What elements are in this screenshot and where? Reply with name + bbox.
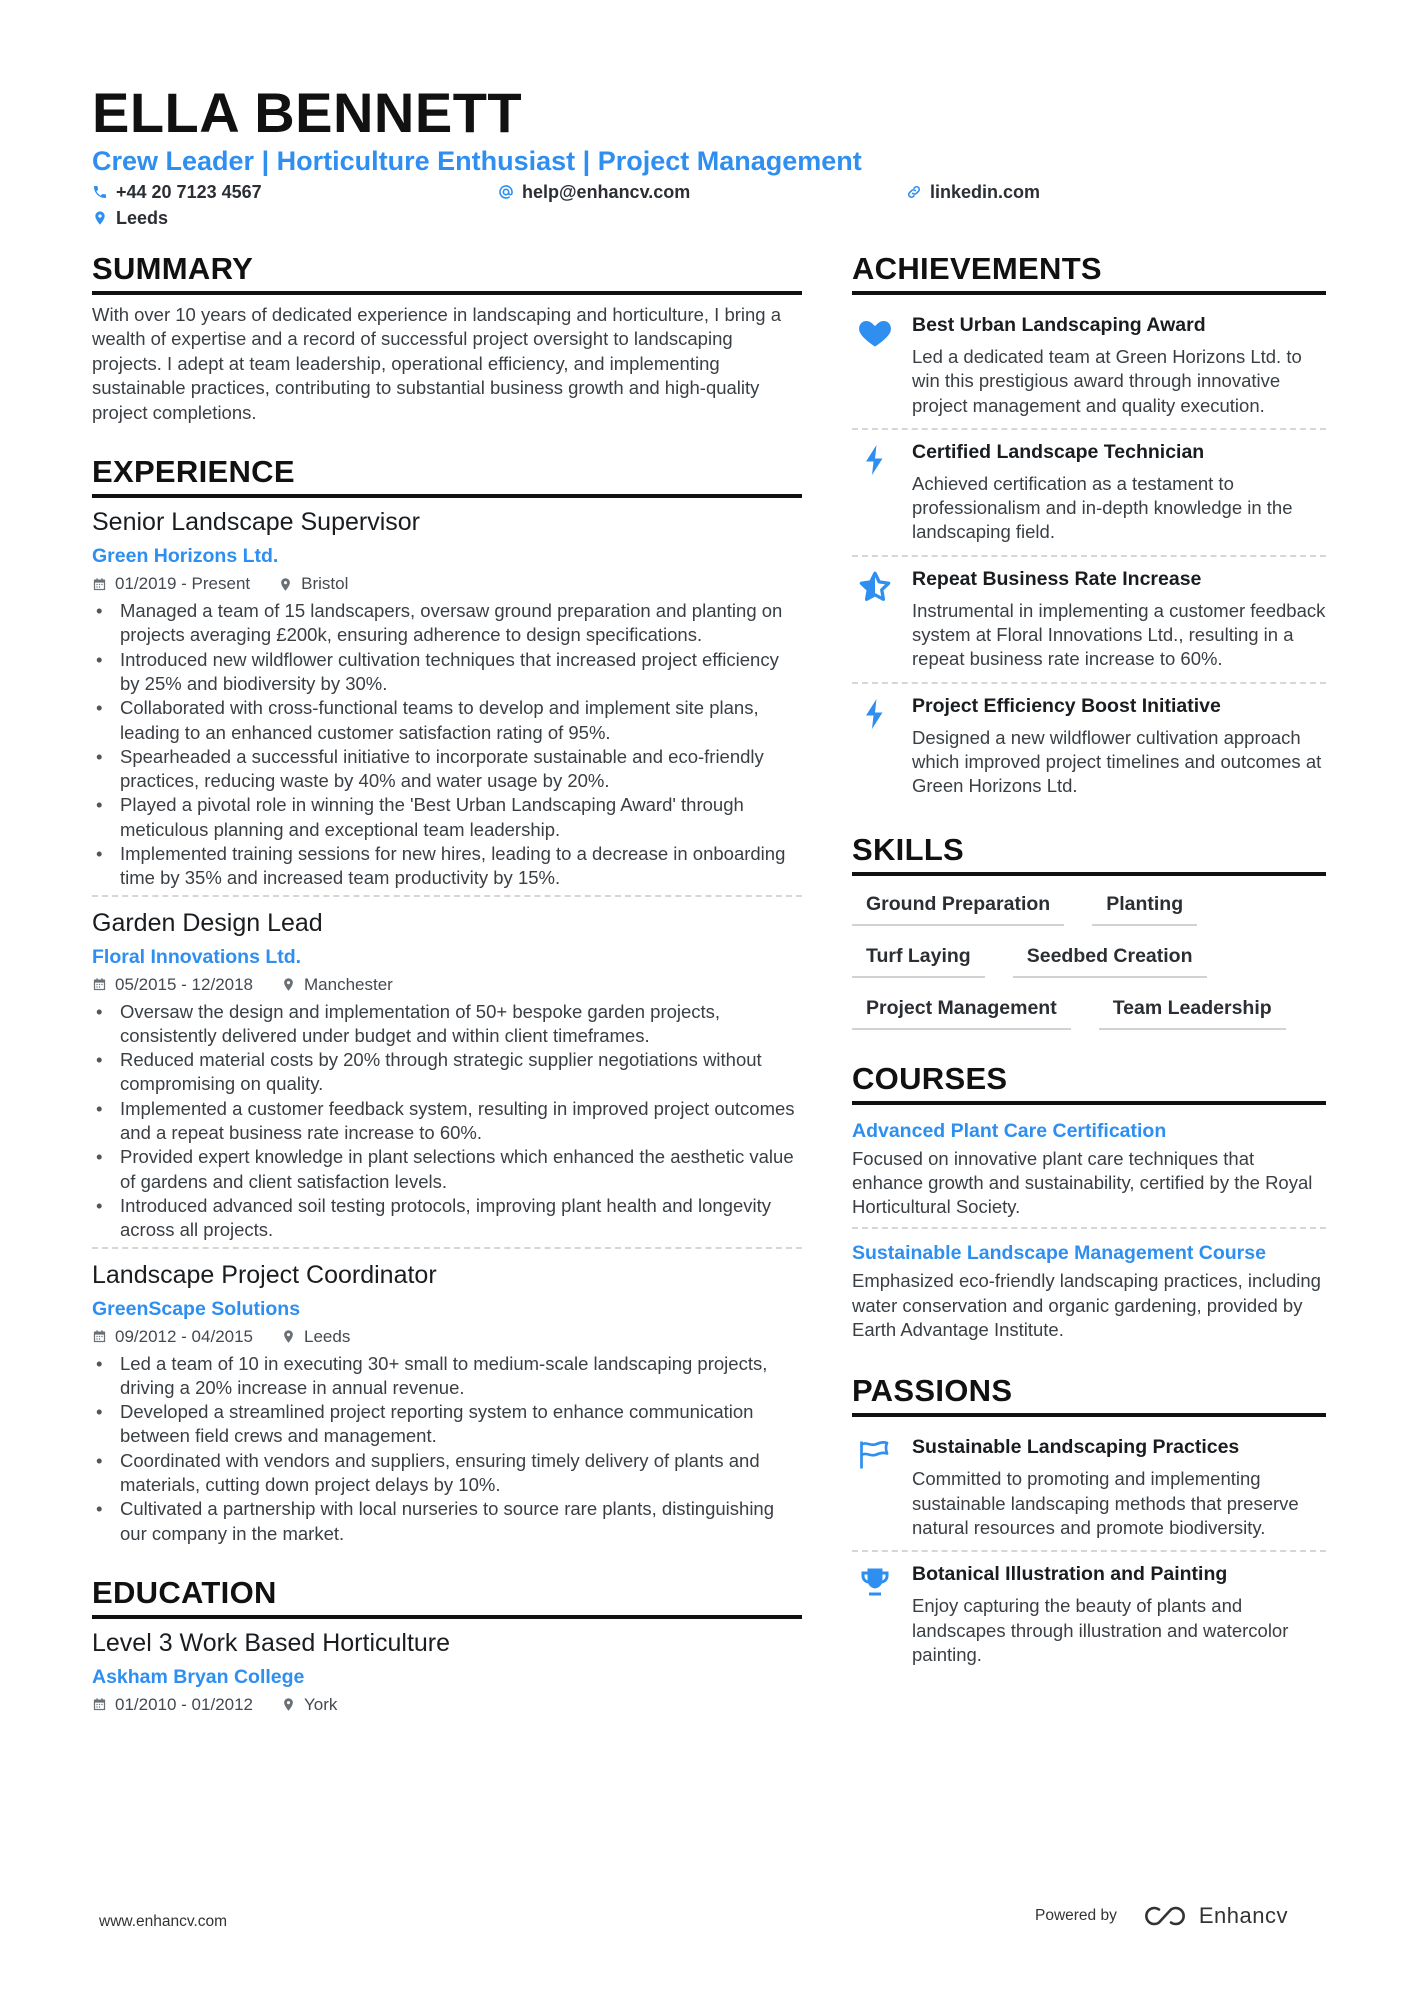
achievement-item (852, 682, 1326, 809)
skill-tag: Planting (1092, 890, 1197, 926)
candidate-tagline: Crew Leader | Horticulture Enthusiast | Project Management (92, 146, 862, 176)
job-dates: 09/2012 - 04/2015 (115, 1326, 254, 1346)
achievement-title: Best Urban Landscaping Award (912, 314, 1206, 336)
bullet-item: • Spearheaded a successful initiative to incorporate sustainable and eco-friendly practices, reducing waste by 40% and water usage by 20%. (92, 745, 802, 794)
lightning-icon (857, 696, 893, 732)
enhancv-logo-icon (1143, 1903, 1189, 1929)
achievement-item (852, 303, 1326, 428)
degree-title: Level 3 Work Based Horticulture (92, 1628, 451, 1657)
course-desc: Emphasized eco-friendly landscaping practices, including water conservation and organic gardening, provided by Earth Advantage Institute. (852, 1270, 1321, 1341)
section-title-education: EDUCATION (92, 1574, 802, 1619)
job-meta (92, 1325, 802, 1349)
passions-section (852, 1372, 1326, 1677)
left-column (92, 250, 802, 1721)
experience-entry (92, 895, 802, 1247)
job-dates: 05/2015 - 12/2018 (115, 974, 254, 994)
star-icon (857, 569, 893, 605)
job-meta (92, 973, 802, 997)
passion-title: Botanical Illustration and Painting (912, 1563, 1228, 1586)
job-title: Senior Landscape Supervisor (92, 508, 420, 537)
location-text: Leeds (116, 208, 169, 228)
contact-email[interactable] (498, 180, 690, 204)
bullet-item: • Provided expert knowledge in plant selections which enhanced the aesthetic value of gardens and client satisfaction levels. (92, 1145, 802, 1194)
education-location: York (304, 1694, 338, 1714)
calendar-icon (92, 977, 107, 992)
skill-tag: Project Management (852, 994, 1071, 1030)
skills-section (852, 831, 1326, 1030)
job-dates: 01/2019 - Present (115, 574, 251, 594)
location-pin-icon (92, 210, 108, 226)
education-section (92, 1574, 802, 1721)
course-title: Sustainable Landscape Management Course (852, 1242, 1266, 1265)
achievement-title: Repeat Business Rate Increase (912, 567, 1202, 590)
footer-powered (1035, 1903, 1288, 1929)
bullet-item: • Implemented training sessions for new hires, leading to a decrease in onboarding time by 35% and increased team productivity by 15%. (92, 842, 802, 891)
job-location: Leeds (304, 1326, 351, 1346)
flag-icon (857, 1437, 893, 1473)
course-desc: Focused on innovative plant care techniques that enhance growth and sustainability, certified by the Royal Horticultural Society. (852, 1147, 1313, 1218)
calendar-icon (92, 577, 107, 592)
at-icon (498, 184, 514, 200)
course-item (852, 1227, 1326, 1350)
bullet-item: • Implemented a customer feedback system, resulting in improved project outcomes and a repeat business rate increase to 60%. (92, 1097, 802, 1146)
school-name: Askham Bryan College (92, 1665, 305, 1688)
lightning-icon (857, 442, 893, 478)
job-location: Manchester (304, 974, 393, 994)
passion-desc: Enjoy capturing the beauty of plants and landscapes through illustration and watercolor painting. (912, 1595, 1289, 1665)
email-text[interactable]: help@enhancv.com (522, 182, 691, 202)
contact-linkedin[interactable] (906, 180, 1040, 204)
bullet-item: • Introduced advanced soil testing protocols, improving plant health and longevity across all projects. (92, 1194, 802, 1243)
phone-text: +44 20 7123 4567 (116, 182, 262, 202)
experience-section (92, 453, 802, 1550)
bullet-item: • Collaborated with cross-functional teams to develop and implement site plans, leading to an enhanced customer satisfaction rating of 95%. (92, 696, 802, 745)
job-bullets (92, 1000, 802, 1243)
section-title-experience: EXPERIENCE (92, 453, 802, 498)
passion-item (852, 1425, 1326, 1550)
education-meta (92, 1693, 802, 1717)
course-title: Advanced Plant Care Certification (852, 1119, 1167, 1142)
section-title-summary: SUMMARY (92, 250, 802, 295)
skill-tag: Ground Preparation (852, 890, 1064, 926)
job-company: Floral Innovations Ltd. (92, 945, 302, 968)
trophy-icon (857, 1564, 893, 1600)
brand-logo[interactable] (1143, 1903, 1288, 1929)
passion-title: Sustainable Landscaping Practices (912, 1436, 1240, 1459)
skill-tag: Team Leadership (1099, 994, 1286, 1030)
achievements-section (852, 250, 1326, 809)
bullet-item: • Managed a team of 15 landscapers, oversaw ground preparation and planting on projects averaging £200k, ensuring adherence to design specifications. (92, 599, 802, 648)
section-title-achievements: ACHIEVEMENTS (852, 250, 1326, 295)
job-company: GreenScape Solutions (92, 1297, 301, 1320)
bullet-item: • Cultivated a partnership with local nurseries to source rare plants, distinguishing our company in the market. (92, 1497, 802, 1546)
footer-website[interactable]: www.enhancv.com (99, 1913, 228, 1930)
job-meta (92, 572, 802, 596)
experience-entry (92, 506, 802, 895)
skill-tag: Seedbed Creation (1013, 942, 1207, 978)
bullet-item: • Led a team of 10 in executing 30+ small to medium-scale landscaping projects, driving a 20% increase in annual revenue. (92, 1352, 802, 1401)
calendar-icon (92, 1697, 107, 1712)
job-title: Landscape Project Coordinator (92, 1260, 437, 1289)
job-bullets (92, 599, 802, 891)
location-pin-icon (281, 1329, 296, 1344)
course-item (852, 1113, 1326, 1228)
achievement-desc: Instrumental in implementing a customer feedback system at Floral Innovations Ltd., resulting in a repeat business rate increase to 60%. (912, 599, 1326, 670)
achievement-desc: Led a dedicated team at Green Horizons Ltd. to win this prestigious award through innovative project management and quality execution. (912, 346, 1302, 416)
bullet-item: • Played a pivotal role in winning the 'Best Urban Landscaping Award' through meticulous planning and exceptional team leadership. (92, 793, 802, 842)
section-title-passions: PASSIONS (852, 1372, 1326, 1417)
bullet-item: • Reduced material costs by 20% through strategic supplier negotiations without compromising on quality. (92, 1048, 802, 1097)
heart-icon (857, 315, 893, 351)
link-icon (906, 184, 922, 200)
powered-by-text: Powered by (1035, 1907, 1117, 1924)
achievement-desc: Achieved certification as a testament to professionalism and in-depth knowledge in the landscaping field. (912, 472, 1293, 543)
job-title: Garden Design Lead (92, 908, 323, 937)
job-bullets (92, 1352, 802, 1546)
skills-list (852, 890, 1326, 1030)
job-location: Bristol (301, 574, 349, 594)
linkedin-text[interactable]: linkedin.com (930, 182, 1041, 202)
right-column (852, 250, 1326, 1677)
location-pin-icon (278, 577, 293, 592)
phone-icon (92, 184, 108, 200)
brand-name: Enhancv (1198, 1903, 1288, 1928)
achievement-desc: Designed a new wildflower cultivation approach which improved project timelines and outcomes at Green Horizons Ltd. (912, 726, 1322, 797)
summary-text: With over 10 years of dedicated experience in landscaping and horticulture, I bring a wealth of expertise and a record of successful project oversight to landscaping projects. I adept at team leadership, operational efficiency, and implementing sustainable practices, contributing to substantial business growth and high-quality project completions. (92, 304, 782, 423)
bullet-item: • Introduced new wildflower cultivation techniques that increased project efficiency by 25% and biodiversity by 30%. (92, 648, 802, 697)
achievement-item (852, 428, 1326, 555)
passion-item (852, 1550, 1326, 1677)
bullet-item: • Oversaw the design and implementation of 50+ bespoke garden projects, consistently delivered under budget and within client timeframes. (92, 1000, 802, 1049)
passion-desc: Committed to promoting and implementing sustainable landscaping methods that preserve natural resources and promote biodiversity. (912, 1468, 1299, 1538)
section-title-skills: SKILLS (852, 831, 1326, 876)
courses-section (852, 1060, 1326, 1351)
location-pin-icon (281, 1697, 296, 1712)
skill-tag: Turf Laying (852, 942, 985, 978)
location-pin-icon (281, 977, 296, 992)
job-company: Green Horizons Ltd. (92, 545, 279, 568)
summary-section (92, 250, 802, 425)
achievement-title: Certified Landscape Technician (912, 440, 1205, 463)
contact-phone (92, 180, 262, 204)
section-title-courses: COURSES (852, 1060, 1326, 1105)
calendar-icon (92, 1329, 107, 1344)
achievement-title: Project Efficiency Boost Initiative (912, 694, 1221, 717)
candidate-name: ELLA BENNETT (92, 81, 523, 144)
education-entry (92, 1627, 802, 1721)
education-dates: 01/2010 - 01/2012 (115, 1694, 254, 1714)
achievement-item (852, 555, 1326, 682)
bullet-item: • Coordinated with vendors and suppliers, ensuring timely delivery of plants and materials, cutting down project delays by 10%. (92, 1449, 802, 1498)
bullet-item: • Developed a streamlined project reporting system to enhance communication between field crews and management. (92, 1400, 802, 1449)
experience-entry (92, 1247, 802, 1550)
contact-location (92, 206, 168, 230)
